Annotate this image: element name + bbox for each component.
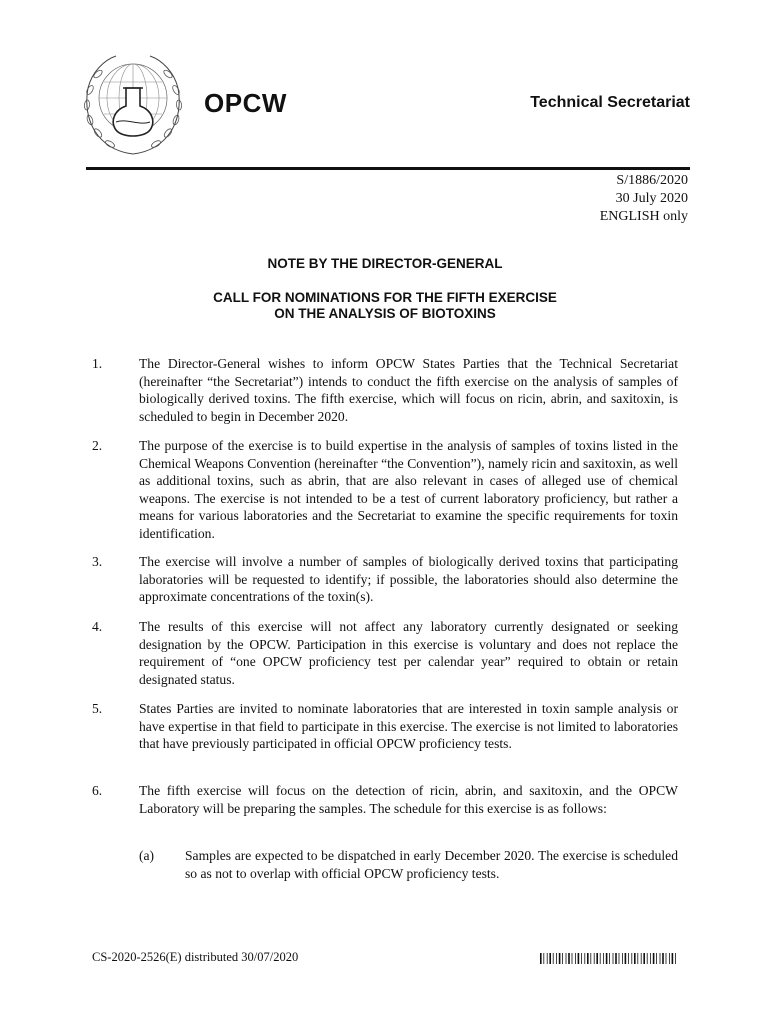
title-line-1: CALL FOR NOMINATIONS FOR THE FIFTH EXERCISE <box>213 290 557 305</box>
subparagraph-label: (a) <box>139 848 155 863</box>
document-language: ENGLISH only <box>599 209 688 224</box>
opcw-emblem-icon <box>78 50 188 160</box>
document-meta <box>600 172 688 226</box>
barcode-icon <box>540 953 678 964</box>
paragraph-number: 2. <box>92 438 103 453</box>
note-heading: NOTE BY THE DIRECTOR-GENERAL <box>267 256 503 271</box>
paragraph-2 <box>92 437 678 542</box>
paragraph-3 <box>92 553 678 606</box>
paragraph-1 <box>92 355 678 425</box>
paragraph-number: 1. <box>92 356 103 371</box>
paragraph-number: 6. <box>92 783 103 798</box>
title-line-2: ON THE ANALYSIS OF BIOTOXINS <box>274 306 496 321</box>
organization-name: OPCW <box>204 88 287 118</box>
paragraph-number: 5. <box>92 701 103 716</box>
paragraph-text: The fifth exercise will focus on the detection of ricin, abrin, and saxitoxin, and the OPCW Laboratory will be preparing the samples. The schedule for this exercise is as follows: <box>139 783 678 816</box>
paragraph-text: The results of this exercise will not affect any laboratory currently designated or seeking designation by the OPCW. Participation in this exercise is voluntary and does not replace the requirement of “one OPCW proficiency test per calendar year” required to obtain or retain designated status. <box>139 619 678 687</box>
subparagraph-text: Samples are expected to be dispatched in early December 2020. The exercise is scheduled so as not to overlap with official OPCW proficiency tests. <box>185 848 678 881</box>
paragraph-text: The purpose of the exercise is to build expertise in the analysis of samples of toxins listed in the Chemical Weapons Convention (hereinafter “the Convention”), namely ricin and saxitoxin, as well as additional toxins, such as abrin, that are also relevant in cases of alleged use of chemical weapons. The exercise is not intended to be a test of current laboratory proficiency, but rather a means for various laboratories and the Secretariat to examine the specific requirements for toxin identification. <box>139 438 678 541</box>
division-name: Technical Secretariat <box>530 94 690 111</box>
paragraph-text: States Parties are invited to nominate laboratories that are interested in toxin sample analysis or have expertise in that field to participate in this exercise. The exercise is not limited to laboratories that have previously participated in official OPCW proficiency tests. <box>139 701 678 751</box>
paragraph-number: 3. <box>92 554 103 569</box>
paragraph-4 <box>92 618 678 688</box>
distribution-footer: CS-2020-2526(E) distributed 30/07/2020 <box>92 950 299 964</box>
document-reference: S/1886/2020 <box>616 173 688 188</box>
subparagraph-a <box>139 847 678 882</box>
document-date: 30 July 2020 <box>615 191 688 206</box>
paragraph-5 <box>92 700 678 753</box>
paragraph-number: 4. <box>92 619 103 634</box>
paragraph-text: The exercise will involve a number of samples of biologically derived toxins that participating laboratories will be requested to identify; if possible, the laboratories should also determine the approximate concentrations of the toxin(s). <box>139 554 678 604</box>
paragraph-text: The Director-General wishes to inform OPCW States Parties that the Technical Secretariat (hereinafter “the Secretariat”) intends to conduct the fifth exercise on the analysis of samples of biologically derived toxins. The fifth exercise, which will focus on ricin, abrin, and saxitoxin, is scheduled to begin in December 2020. <box>139 356 678 424</box>
paragraph-6 <box>92 782 678 817</box>
header-rule <box>86 167 690 170</box>
